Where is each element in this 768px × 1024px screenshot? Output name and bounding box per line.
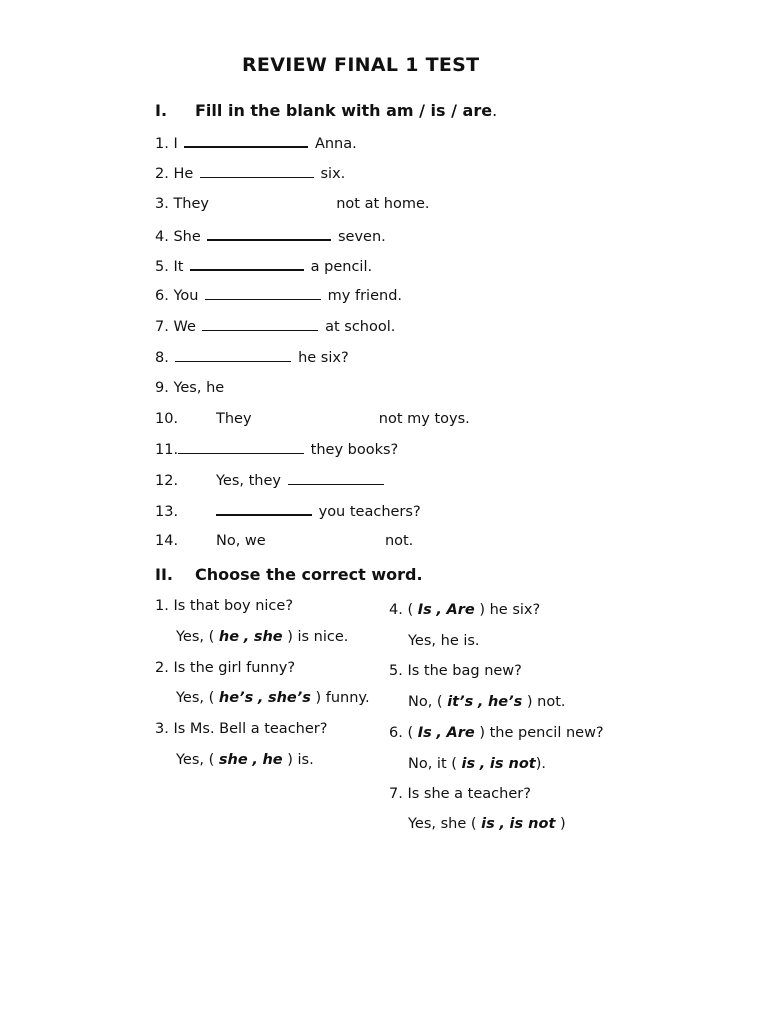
answer-blank[interactable] <box>178 440 304 454</box>
item-suffix: a pencil. <box>310 259 373 275</box>
option-separator: , <box>477 694 484 710</box>
item-prefix: No, we <box>216 533 266 549</box>
answer-prefix: Yes, ( <box>176 629 215 645</box>
item-suffix: not my toys. <box>378 411 470 427</box>
option-a[interactable]: it’s <box>447 694 474 710</box>
fill-item-9 <box>155 379 224 397</box>
item-number: 6. <box>155 288 169 304</box>
choice-question-4 <box>389 601 540 619</box>
choice-answer-2 <box>176 689 370 707</box>
item-suffix: Anna. <box>314 136 357 152</box>
option-b[interactable]: she <box>253 629 283 645</box>
option-separator: , <box>436 725 442 741</box>
choice-answer-4 <box>408 632 480 650</box>
item-suffix: six. <box>320 166 346 182</box>
item-number: 1. <box>155 136 169 152</box>
choice-question-2 <box>155 659 295 677</box>
item-prefix: They <box>216 411 252 427</box>
answer-prefix: Yes, she ( <box>408 816 477 832</box>
page-title: REVIEW FINAL 1 TEST <box>242 54 480 76</box>
answer-prefix: No, it ( <box>408 756 457 772</box>
option-separator: , <box>243 629 250 645</box>
option-a[interactable]: is <box>481 816 495 832</box>
question-text: Is the girl funny? <box>173 660 296 676</box>
section-2-heading-text: Choose the correct word. <box>195 565 423 584</box>
fill-item-2 <box>155 164 345 183</box>
item-number: 8. <box>155 350 169 366</box>
option-b[interactable]: Are <box>446 602 475 618</box>
option-separator: , <box>257 690 264 706</box>
choice-answer-3 <box>176 751 314 769</box>
answer-prefix: Yes, ( <box>176 752 215 768</box>
question-text: Is that boy nice? <box>173 598 294 614</box>
question-number: 6. <box>389 725 403 741</box>
option-a[interactable]: is <box>461 756 476 772</box>
section-1-heading <box>155 101 497 120</box>
answer-suffix: ) funny. <box>315 690 370 706</box>
option-separator: , <box>436 602 442 618</box>
fill-item-8 <box>155 348 349 367</box>
answer-blank[interactable] <box>190 256 304 271</box>
question-text: Is she a teacher? <box>407 786 531 802</box>
answer-suffix: ) <box>560 816 566 832</box>
answer-suffix: ). <box>535 756 547 772</box>
answer-blank[interactable] <box>200 164 314 178</box>
item-number: 2. <box>155 166 169 182</box>
answer-blank[interactable] <box>184 133 308 148</box>
section-1-heading-period: . <box>492 101 498 120</box>
answer-blank[interactable] <box>175 348 291 362</box>
choice-question-1 <box>155 597 293 615</box>
option-separator: , <box>479 756 486 772</box>
option-a[interactable]: Is <box>417 602 432 618</box>
fill-item-14 <box>155 532 413 550</box>
question-number: 5. <box>389 663 403 679</box>
choice-question-7 <box>389 785 531 803</box>
item-prefix: Yes, they <box>216 473 282 489</box>
question-prefix: ( <box>407 602 414 618</box>
choice-question-3 <box>155 720 327 738</box>
fill-item-10 <box>155 410 470 428</box>
item-number: 7. <box>155 319 169 335</box>
answer-prefix: No, ( <box>408 694 443 710</box>
section-2-heading <box>155 565 423 584</box>
question-prefix: ( <box>407 725 414 741</box>
fill-item-6 <box>155 286 402 305</box>
answer-blank[interactable] <box>216 501 312 516</box>
choice-question-6 <box>389 724 604 742</box>
item-prefix: It <box>173 259 184 275</box>
item-suffix: not. <box>384 533 414 549</box>
answer-suffix: ) not. <box>526 694 566 710</box>
option-b[interactable]: Are <box>446 725 475 741</box>
item-prefix: I <box>173 136 178 152</box>
question-number: 3. <box>155 721 169 737</box>
option-b[interactable]: is not <box>509 816 556 832</box>
choice-answer-1 <box>176 628 348 646</box>
choice-answer-6 <box>408 755 546 773</box>
choice-answer-7 <box>408 815 566 833</box>
item-suffix: at school. <box>325 319 396 335</box>
answer-suffix: ) is. <box>287 752 314 768</box>
item-number: 11. <box>155 442 179 458</box>
option-b[interactable]: is not <box>489 756 536 772</box>
item-prefix: He <box>173 166 194 182</box>
option-separator: , <box>252 752 258 768</box>
item-prefix: You <box>173 288 199 304</box>
item-suffix: seven. <box>338 229 386 245</box>
question-number: 7. <box>389 786 403 802</box>
option-b[interactable]: she’s <box>267 690 311 706</box>
option-b[interactable]: he’s <box>487 694 523 710</box>
fill-item-11 <box>155 440 398 459</box>
fill-item-12 <box>155 471 386 490</box>
option-b[interactable]: he <box>262 752 283 768</box>
question-text: Is Ms. Bell a teacher? <box>173 721 328 737</box>
item-suffix: not at home. <box>336 196 430 212</box>
answer-blank[interactable] <box>202 317 318 331</box>
answer-blank[interactable] <box>205 286 321 300</box>
item-number: 3. <box>155 196 169 212</box>
fill-item-13 <box>155 501 421 521</box>
choice-question-5 <box>389 662 522 680</box>
item-suffix: my friend. <box>327 288 403 304</box>
answer-text: Yes, he is. <box>408 633 480 649</box>
answer-blank[interactable] <box>288 471 384 485</box>
answer-prefix: Yes, ( <box>176 690 215 706</box>
answer-blank[interactable] <box>207 226 331 241</box>
item-number: 12. <box>155 473 179 489</box>
fill-item-4 <box>155 226 386 246</box>
section-1-heading-text: Fill in the blank with am / is / are <box>195 101 493 120</box>
item-prefix: They <box>173 196 210 212</box>
choice-answer-5 <box>408 693 566 711</box>
option-separator: , <box>499 816 505 832</box>
item-prefix: We <box>173 319 196 335</box>
option-a[interactable]: he <box>218 629 240 645</box>
answer-suffix: ) is nice. <box>287 629 349 645</box>
fill-item-1 <box>155 133 357 153</box>
fill-item-7 <box>155 317 395 336</box>
item-suffix: he six? <box>298 350 349 366</box>
item-number: 9. <box>155 380 169 396</box>
item-number: 4. <box>155 229 169 245</box>
item-prefix: She <box>173 229 201 245</box>
question-number: 4. <box>389 602 403 618</box>
item-number: 10. <box>155 411 179 427</box>
question-number: 1. <box>155 598 169 614</box>
question-text: Is the bag new? <box>407 663 522 679</box>
fill-item-5 <box>155 256 372 276</box>
section-1-number: I. <box>155 101 168 120</box>
question-number: 2. <box>155 660 169 676</box>
option-a[interactable]: he’s <box>218 690 254 706</box>
item-suffix: they books? <box>310 442 399 458</box>
section-2-number: II. <box>155 565 173 584</box>
option-a[interactable]: Is <box>417 725 432 741</box>
item-number: 5. <box>155 259 169 275</box>
item-number: 13. <box>155 504 179 520</box>
item-prefix: Yes, he <box>173 380 225 396</box>
item-suffix: you teachers? <box>318 504 421 520</box>
item-number: 14. <box>155 533 179 549</box>
option-a[interactable]: she <box>218 752 248 768</box>
question-suffix: ) the pencil new? <box>479 725 604 741</box>
question-suffix: ) he six? <box>479 602 541 618</box>
fill-item-3 <box>155 195 430 213</box>
